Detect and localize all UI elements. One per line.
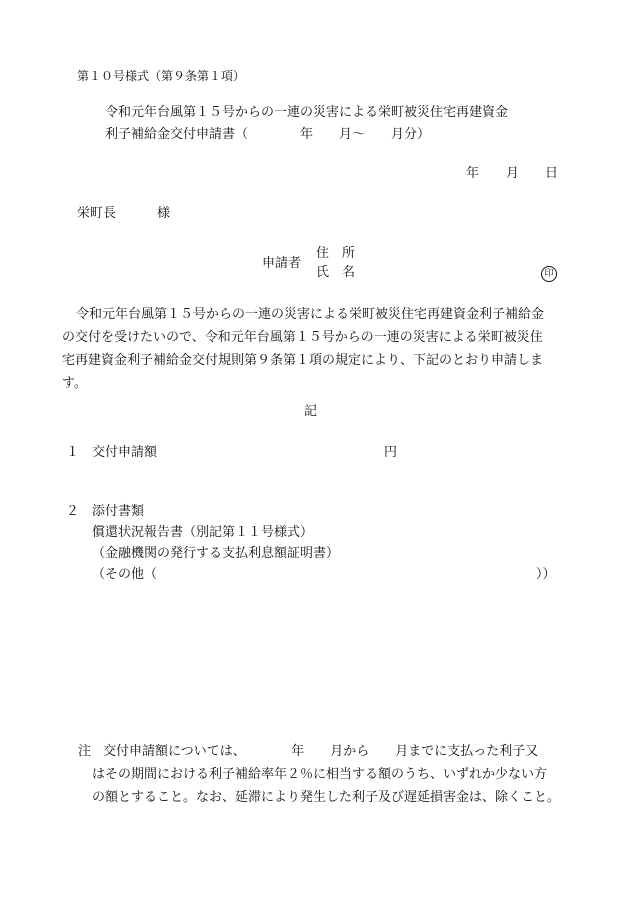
applicant-label: 申請者 [262, 256, 302, 271]
addressee-honorific: 様 [157, 206, 171, 221]
item2-label: 添付書類 [92, 504, 145, 519]
title-line-1: 令和元年台風第１５号からの一連の災害による栄町被災住宅再建資金 [105, 105, 509, 120]
addressee: 栄町長 [77, 206, 117, 221]
note-line: はその期間における利子補給率年２％に相当する額のうち、いずれか少ない方 [92, 767, 548, 782]
date-month: 月 [506, 166, 520, 181]
note-marker: 注 [78, 744, 92, 759]
item2-doc3-close: ）） [536, 567, 556, 582]
item1-unit: 円 [384, 445, 398, 460]
ki-heading: 記 [304, 404, 318, 419]
note-line: の額とすること。なお、延滞により発生した利子及び遅延損害金は、除くこと。 [92, 790, 561, 805]
note-line: 交付申請額については、 年 月から 月までに支払った利子又 [103, 744, 539, 759]
item2-doc2: （金融機関の発行する支払利息額証明書） [92, 546, 340, 561]
item2-doc1: 償還状況報告書（別記第１１号様式） [92, 525, 314, 540]
body-line: 令和元年台風第１５号からの一連の災害による栄町被災住宅再建資金利子補給金 [76, 307, 545, 322]
note-text [103, 740, 583, 763]
name-label: 氏 名 [316, 265, 356, 280]
item2-number: ２ [66, 504, 80, 519]
seal-mark [541, 265, 557, 282]
title-line-2: 利子補給金交付申請書（ 年 月～ 月分） [105, 127, 431, 142]
item1-label: 交付申請額 [92, 445, 158, 460]
seal-icon: 印 [541, 266, 557, 282]
date-year: 年 [466, 166, 480, 181]
date-day: 日 [545, 166, 559, 181]
note-continuation [92, 763, 572, 809]
address-label: 住 所 [316, 246, 356, 261]
body-line: す。 [62, 376, 87, 391]
item2-doc3-open: （その他（ [92, 567, 158, 582]
body-line: 宅再建資金利子補給金交付規則第９条第１項の規定により、下記のとおり申請しま [62, 353, 544, 368]
form-number: 第１０号様式（第９条第１項） [77, 69, 246, 83]
body-line: の交付を受けたいので、令和元年台風第１５号からの一連の災害による栄町被災住 [62, 330, 543, 345]
body-paragraph [62, 303, 562, 395]
item1-number: １ [66, 445, 80, 460]
